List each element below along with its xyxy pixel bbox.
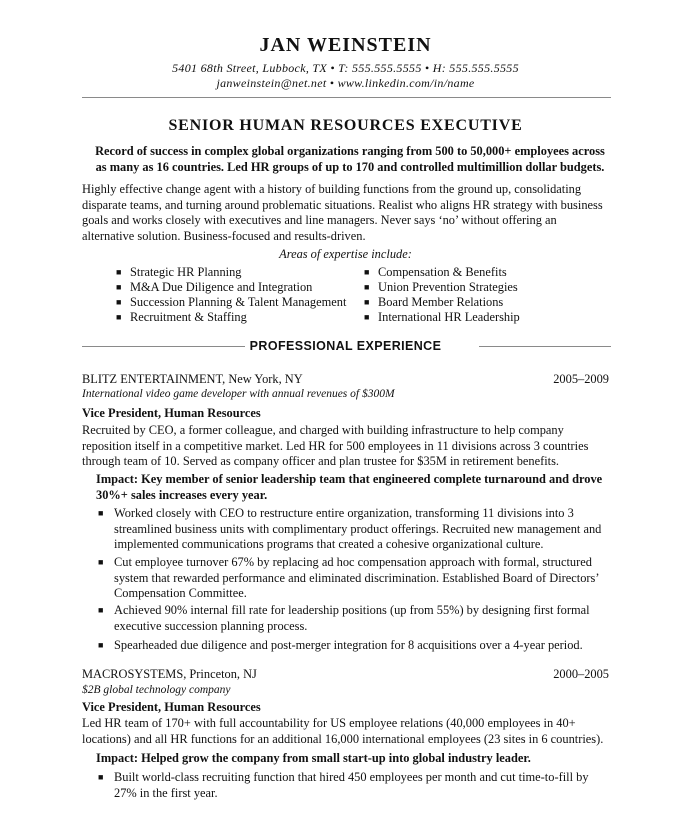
job-description: International video game developer with annual revenues of $300M	[82, 388, 395, 400]
job-dates: 2005–2009	[553, 372, 609, 386]
resume-title: SENIOR HUMAN RESOURCES EXECUTIVE	[168, 117, 523, 134]
web-line: janweinstein@net.net • www.linkedin.com/in/name	[216, 76, 475, 90]
job-bullet: ■ Built world-class recruiting function that hired 450 employees per month and cut time-to-fill by 27% in the first year.	[98, 770, 589, 800]
job-impact: Impact: Helped grow the company from small start-up into global industry leader.	[96, 751, 531, 765]
bullet-icon: ■	[364, 267, 370, 277]
expertise-item: ■ M&A Due Diligence and Integration	[116, 280, 313, 294]
expertise-list-right	[360, 265, 610, 325]
job-bullet: ■ Worked closely with CEO to restructure entire organization, transforming 11 divisions into 3 streamlined business units with complimentary product offerings. Recruited new management and implemented communications programs that created a cohesive organizational culture.	[98, 506, 602, 551]
job-role: Vice President, Human Resources	[82, 406, 261, 420]
summary-paragraph: Highly effective change agent with a history of building functions from the ground up, consolidating disparate teams, and turning around problematic situations. Realist who aligns HR strategy with business goals and works closely with executives and line managers. Never says ‘no’ without offering an alternative solution. Business-focused and results-driven.	[82, 182, 603, 243]
candidate-name: JAN WEINSTEIN	[259, 34, 432, 56]
bullet-icon: ■	[98, 557, 104, 567]
expertise-item: ■ Compensation & Benefits	[364, 265, 507, 279]
bullet-icon: ■	[98, 772, 104, 782]
bullet-icon: ■	[116, 282, 122, 292]
bullet-icon: ■	[116, 297, 122, 307]
expertise-item: ■ Union Prevention Strategies	[364, 280, 518, 294]
summary-highlight: Record of success in complex global organizations ranging from 500 to 50,000+ employees across as many as 16 countries. Led HR groups of up to 170 and controlled multimillion dollar budgets.	[95, 144, 605, 174]
job-impact: Impact: Key member of senior leadership team that engineered complete turnaround and drove 30%+ sales increases every year.	[96, 472, 603, 502]
job-summary: Led HR team of 170+ with full accountability for US employee relations (40,000 employees in 40+ locations) and all HR functions for an additional 16,000 international employees (23 sites in 6 countries).	[82, 716, 604, 746]
bullet-icon: ■	[116, 267, 122, 277]
bullet-icon: ■	[98, 605, 104, 615]
expertise-list-left	[112, 265, 357, 325]
expertise-item: ■ Strategic HR Planning	[116, 265, 242, 279]
expertise-item: ■ Succession Planning & Talent Management	[116, 295, 347, 309]
header-divider	[82, 97, 611, 98]
bullet-icon: ■	[364, 312, 370, 322]
experience-heading: PROFESSIONAL EXPERIENCE	[249, 339, 442, 353]
job-role: Vice President, Human Resources	[82, 700, 261, 714]
expertise-heading: Areas of expertise include:	[279, 247, 412, 261]
job-bullet: ■ Achieved 90% internal fill rate for leadership positions (up from 55%) by designing first formal executive succession planning process.	[98, 603, 590, 633]
bullet-icon: ■	[98, 508, 104, 518]
bullet-icon: ■	[98, 640, 104, 650]
bullet-icon: ■	[364, 282, 370, 292]
job-dates: 2000–2005	[553, 667, 609, 681]
job-company: BLITZ ENTERTAINMENT, New York, NY	[82, 372, 303, 386]
job-description: $2B global technology company	[82, 684, 231, 696]
address-line: 5401 68th Street, Lubbock, TX • T: 555.555.5555 • H: 555.555.5555	[172, 61, 519, 75]
job-company: MACROSYSTEMS, Princeton, NJ	[82, 667, 257, 681]
expertise-item: ■ International HR Leadership	[364, 310, 520, 324]
job-bullet: ■ Cut employee turnover 67% by replacing ad hoc compensation approach with formal, structured system that rewarded performance and eliminated discrimination. Established Board of Directors’ Compensation Committee.	[98, 555, 599, 600]
expertise-item: ■ Board Member Relations	[364, 295, 504, 309]
job-bullet: ■ Spearheaded due diligence and post-merger integration for 8 acquisitions over a 4-year period.	[98, 638, 583, 652]
expertise-item: ■ Recruitment & Staffing	[116, 310, 247, 324]
section-divider-right	[479, 346, 611, 347]
job-summary: Recruited by CEO, a former colleague, and charged with building infrastructure to help company reposition itself in a competitive market. Led HR for 500 employees in 11 divisions across 3 countries through team of 10. Served as company officer and plan trustee for $35M in retirement benefits.	[82, 423, 589, 468]
bullet-icon: ■	[364, 297, 370, 307]
bullet-icon: ■	[116, 312, 122, 322]
